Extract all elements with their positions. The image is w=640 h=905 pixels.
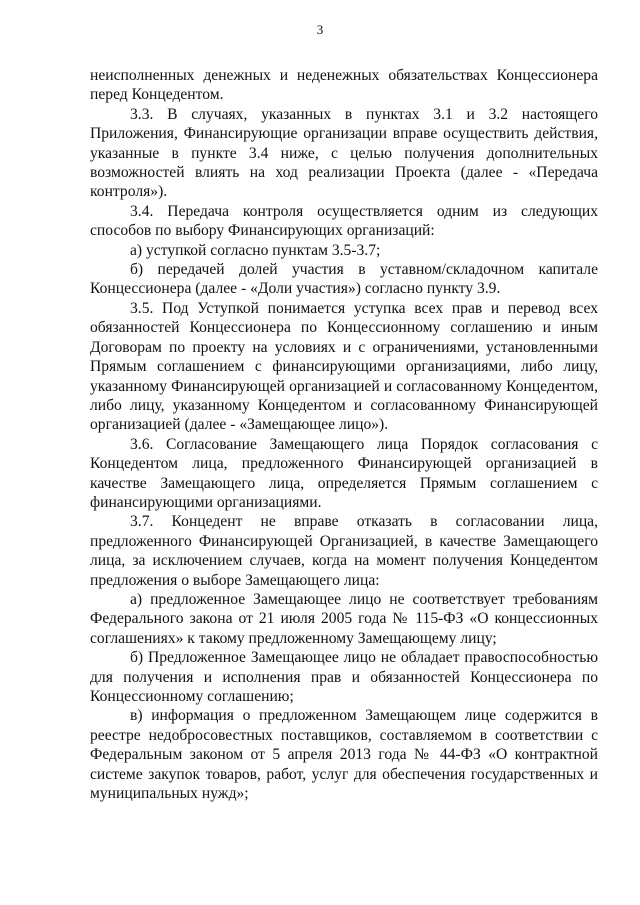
list-item-a-requirements: а) предложенное Замещающее лицо не соответствует требованиям Федерального закона от 21 июля 2005 года № 115-ФЗ «О концессионных соглашениях» к такому предложенному Замещающему лицу; <box>90 590 598 647</box>
paragraph-3-7: 3.7. Концедент не вправе отказать в согласовании лица, предложенного Финансирующей Организацией, в качестве Замещающего лица, за исключением случаев, когда на момент получения Концедентом предложения о выборе Замещающего лица: <box>90 513 598 589</box>
paragraph-3-5: 3.5. Под Уступкой понимается уступка всех прав и перевод всех обязанностей Концессионера по Концессионному соглашению и иным Договорам по проекту на условиях и с ограничениями, установленными Прямым соглашением с финансирующими организациями, либо лицу, указанному Финансирующей организацией и согласованному Концедентом, либо лицу, указанному Концедентом и согласованному Финансирующей организацией (далее - «Замещающее лицо»). <box>90 299 598 434</box>
list-item-a-assignment: а) уступкой согласно пунктам 3.5-3.7; <box>130 241 381 259</box>
paragraph-continuation: неисполненных денежных и неденежных обязательствах Концессионера перед Концедентом. <box>90 67 598 104</box>
paragraph-3-4: 3.4. Передача контроля осуществляется одним из следующих способов по выбору Финансирующих организаций: <box>90 202 598 240</box>
page-number: 3 <box>316 22 324 37</box>
paragraph-3-6: 3.6. Согласование Замещающего лица Порядок согласования с Концедентом лица, предложенного Финансирующей организацией в качестве Замещающего лица, определяется Прямым соглашением с финансирующими организациями. <box>90 435 598 511</box>
list-item-b-capacity: б) Предложенное Замещающее лицо не обладает правоспособностью для получения и исполнения прав и обязанностей Концессионера по Концессионному соглашению; <box>90 649 598 705</box>
list-item-b-shares: б) передачей долей участия в уставном/складочном капитале Концессионера (далее - «Доли участия») согласно пункту 3.9. <box>90 261 598 298</box>
list-item-v-registry: в) информация о предложенном Замещающем лице содержится в реестре недобросовестных поставщиков, составляемом в соответствии с Федеральным законом от 5 апреля 2013 года № 44-ФЗ «О контрактной системе закупок товаров, работ, услуг для обеспечения государственных и муниципальных нужд»; <box>90 707 598 803</box>
document-body <box>90 66 598 803</box>
paragraph-3-3: 3.3. В случаях, указанных в пунктах 3.1 и 3.2 настоящего Приложения, Финансирующие организации вправе осуществить действия, указанные в пункте 3.4 ниже, с целью получения дополнительных возможностей влиять на ход реализации Проекта (далее - «Передача контроля»). <box>90 105 598 201</box>
